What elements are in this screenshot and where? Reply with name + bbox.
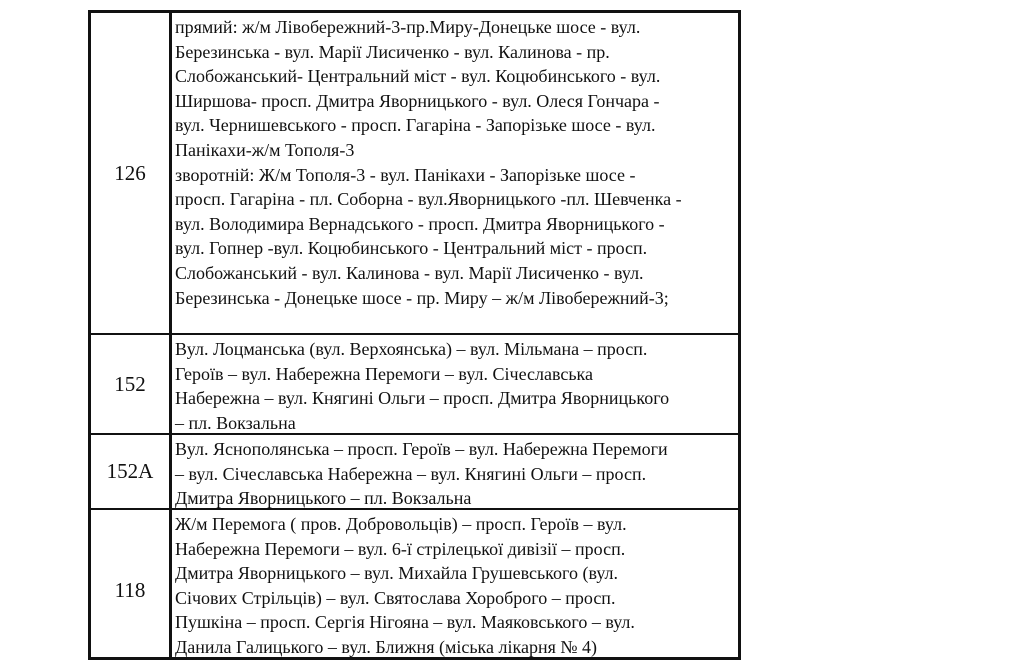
route-line: зворотній: Ж/м Тополя-3 - вул. Панікахи - Запорізьке шосе - [175, 164, 636, 185]
route-number: 126 [91, 13, 172, 333]
route-number: 152 [91, 335, 172, 433]
route-line: Дмитра Яворницького – пл. Вокзальна [175, 488, 472, 508]
route-line: Героїв – вул. Набережна Перемоги – вул. Січеславська [175, 363, 594, 384]
route-line: Набережна Перемоги – вул. 6-ї стрілецької дивізії – просп. [175, 538, 626, 559]
route-row [91, 510, 738, 660]
route-line: Данила Галицького – вул. Ближня (міська лікарня № 4) [175, 636, 598, 657]
route-line: вул. Чернишевського - просп. Гагаріна - Запорізьке шосе - вул. [175, 115, 656, 136]
route-row [91, 335, 738, 435]
route-line: Березинська - вул. Марії Лисиченко - вул. Калинова - пр. [175, 41, 610, 62]
route-line: прямий: ж/м Лівобережний-3-пр.Миру-Донецьке шосе - вул. [175, 17, 641, 37]
route-line: Слобожанський - вул. Калинова - вул. Марії Лисиченко - вул. [175, 262, 644, 283]
route-line: – вул. Січеславська Набережна – вул. Княгині Ольги – просп. [175, 463, 647, 484]
route-row [91, 13, 738, 335]
route-line: Набережна – вул. Княгині Ольги – просп. Дмитра Яворницького [175, 388, 670, 409]
route-line: Ж/м Перемога ( пров. Добровольців) – просп. Героїв – вул. [175, 514, 627, 534]
route-line: просп. Гагаріна - пл. Соборна - вул.Яворницького -пл. Шевченка - [175, 189, 682, 210]
routes-table [88, 10, 741, 660]
route-line: – пл. Вокзальна [175, 412, 296, 433]
route-description [172, 435, 738, 508]
route-line: Березинська - Донецьке шосе - пр. Миру – ж/м Лівобережний-3; [175, 287, 669, 308]
route-line: Дмитра Яворницького – вул. Михайла Грушевського (вул. [175, 563, 619, 584]
route-description [172, 335, 738, 433]
route-line: Ширшова- просп. Дмитра Яворницького - вул. Олеся Гончара - [175, 90, 660, 111]
route-number: 118 [91, 510, 172, 660]
route-line: Вул. Лоцманська (вул. Верхоянська) – вул. Мільмана – просп. [175, 339, 648, 359]
route-line: Слобожанський- Центральний міст - вул. Коцюбинського - вул. [175, 66, 661, 87]
route-number: 152А [91, 435, 172, 508]
route-line: Січових Стрільців) – вул. Святослава Хороброго – просп. [175, 587, 616, 608]
route-line: вул. Гопнер -вул. Коцюбинського - Центральний міст - просп. [175, 238, 648, 259]
route-line: вул. Володимира Вернадського - просп. Дмитра Яворницького - [175, 213, 665, 234]
route-description [172, 13, 738, 333]
route-description [172, 510, 738, 660]
route-line: Вул. Яснополянська – просп. Героїв – вул. Набережна Перемоги [175, 439, 668, 459]
route-row [91, 435, 738, 510]
route-line: Пушкіна – просп. Сергія Нігояна – вул. Маяковського – вул. [175, 612, 635, 633]
route-line: Панікахи-ж/м Тополя-3 [175, 139, 355, 160]
